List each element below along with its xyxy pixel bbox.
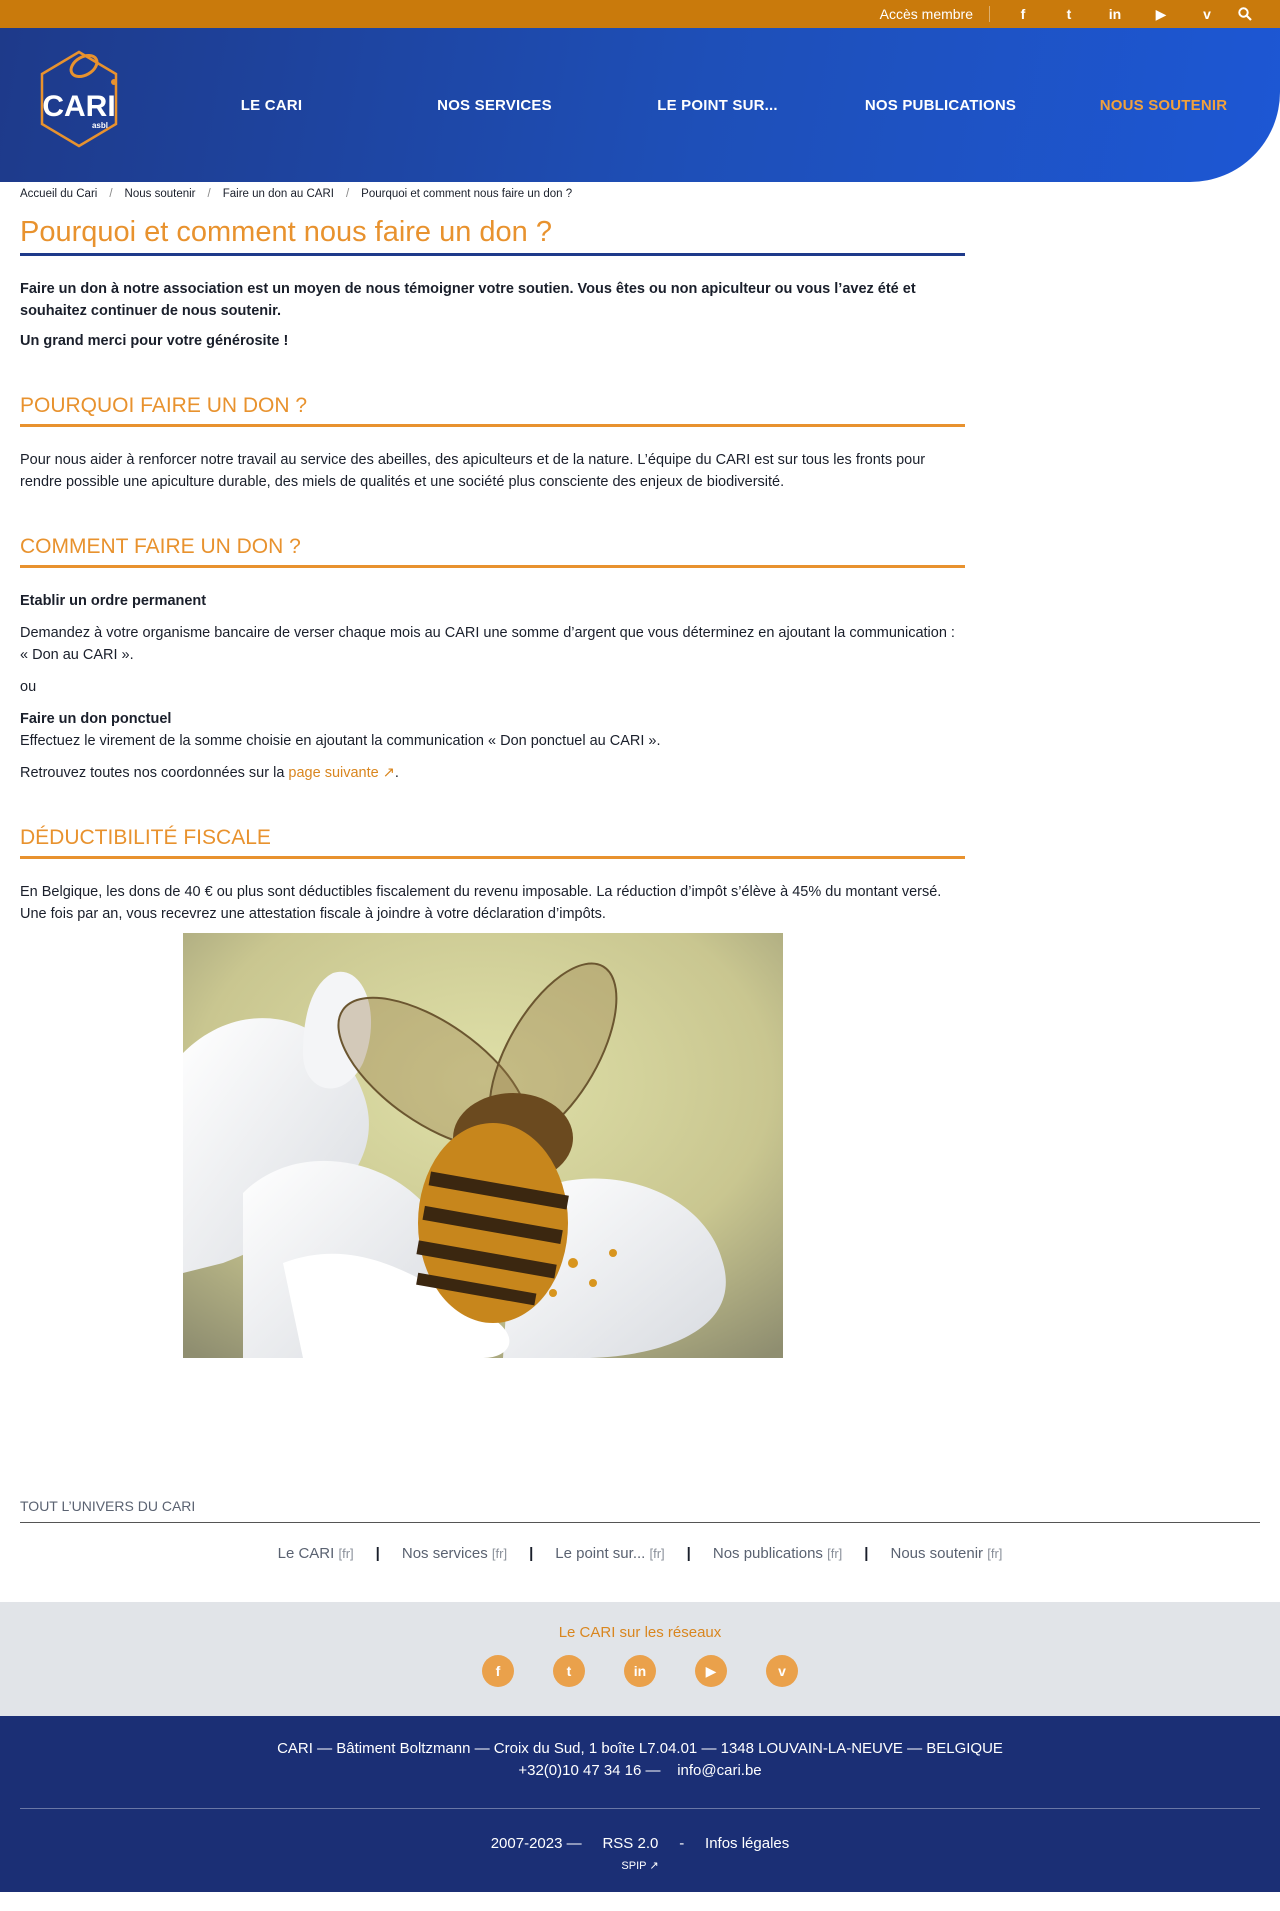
footer-link-nous-soutenir[interactable]: Nous soutenir [fr]: [890, 1545, 1003, 1562]
section-heading-comment: COMMENT FAIRE UN DON ?: [20, 535, 965, 568]
breadcrumb-separator: /: [345, 188, 350, 200]
main-nav: [160, 28, 1275, 182]
nav-le-cari[interactable]: LE CARI: [240, 96, 303, 114]
footer-nav-separator: |: [529, 1545, 534, 1562]
vimeo-icon[interactable]: v: [1203, 6, 1211, 22]
breadcrumb-separator: /: [207, 188, 211, 200]
ordre-text: Demandez à votre organisme bancaire de verser chaque mois au CARI une somme d’argent que vous déterminez en ajoutant la communication : « Don au CARI ».: [20, 625, 955, 663]
footer-link-nos-publications[interactable]: Nos publications [fr]: [712, 1545, 843, 1562]
breadcrumb-separator: /: [109, 188, 113, 200]
ou-text: ou: [20, 679, 37, 695]
breadcrumb-nous-soutenir[interactable]: Nous soutenir: [124, 188, 196, 200]
ponctuel-title: Faire un don ponctuel: [20, 711, 172, 727]
facebook-icon[interactable]: f: [1020, 6, 1026, 22]
footer-link-le-point-sur[interactable]: Le point sur... [fr]: [555, 1545, 665, 1562]
spip-link[interactable]: SPIP ↗: [621, 1860, 659, 1872]
fiscal-text: En Belgique, les dons de 40 € ou plus sont déductibles fiscalement du revenu imposable. La réduction d’impôt s’élève à 45% du montant versé. Une fois par an, vous recevrez une attestation fiscale à joindre à votre déclaration d’impôts.: [20, 884, 942, 922]
twitter-icon[interactable]: t: [553, 1655, 585, 1687]
footer-link-nos-services[interactable]: Nos services [fr]: [401, 1545, 508, 1562]
social-networks: [0, 1602, 1280, 1716]
breadcrumb-faire-un-don[interactable]: Faire un don au CARI: [222, 188, 334, 200]
logo-subtext: asbl: [91, 121, 109, 130]
footer-nav: [0, 1523, 1280, 1602]
youtube-icon[interactable]: ▶: [1155, 5, 1167, 22]
search-icon[interactable]: [1230, 7, 1260, 21]
univers-title: TOUT L’UNIVERS DU CARI: [20, 1498, 1260, 1523]
footer-nav-separator: |: [686, 1545, 691, 1562]
nav-nos-services[interactable]: NOS SERVICES: [437, 96, 552, 114]
footer-years: 2007-2023 —: [490, 1835, 582, 1852]
page-title: Pourquoi et comment nous faire un don ?: [20, 216, 965, 256]
intro: [20, 278, 965, 352]
footer-divider: [20, 1808, 1260, 1809]
ordre-title: Etablir un ordre permanent: [20, 593, 207, 609]
footer-email-link[interactable]: info@cari.be: [677, 1762, 762, 1779]
member-access-link[interactable]: Accès membre: [880, 6, 990, 22]
twitter-icon[interactable]: t: [1066, 6, 1072, 22]
breadcrumb-home[interactable]: Accueil du Cari: [20, 188, 98, 200]
rss-link[interactable]: RSS 2.0: [602, 1835, 659, 1852]
site-footer: [0, 1716, 1280, 1892]
footer-address: CARI — Bâtiment Boltzmann — Croix du Sud, 1 boîte L7.04.01 — 1348 LOUVAIN-LA-NEUVE — BELGIQUE: [277, 1740, 1003, 1757]
footer-link-le-cari[interactable]: Le CARI [fr]: [277, 1545, 354, 1562]
logo-text: CARI: [42, 90, 116, 123]
bee-photo: [183, 933, 783, 1358]
linkedin-icon[interactable]: in: [624, 1655, 656, 1687]
vimeo-icon[interactable]: v: [766, 1655, 798, 1687]
intro-thanks: Un grand merci pour votre générosite !: [20, 333, 289, 349]
networks-title: Le CARI sur les réseaux: [558, 1624, 722, 1641]
top-bar: [0, 0, 1280, 28]
cari-logo[interactable]: [36, 44, 122, 154]
legal-link[interactable]: Infos légales: [705, 1835, 790, 1852]
breadcrumb-current: Pourquoi et comment nous faire un don ?: [361, 188, 573, 200]
ponctuel-text: Effectuez le virement de la somme choisie en ajoutant la communication « Don ponctuel au CARI ».: [20, 733, 661, 749]
section-heading-pourquoi: POURQUOI FAIRE UN DON ?: [20, 394, 965, 427]
pourquoi-text: Pour nous aider à renforcer notre travail au service des abeilles, des apiculteurs et de la nature. L’équipe du CARI est sur tous les fronts pour rendre possible une apiculture durable, des miels de qualités et une société plus consciente des enjeux de biodiversité.: [20, 452, 926, 490]
main-content: [20, 216, 965, 1358]
youtube-icon[interactable]: ▶: [695, 1655, 727, 1687]
footer-phone: +32(0)10 47 34 16 —: [518, 1762, 661, 1779]
site-header: [0, 28, 1280, 182]
facebook-icon[interactable]: f: [482, 1655, 514, 1687]
page-suivante-link[interactable]: page suivante ↗: [288, 765, 395, 781]
nav-nos-publications[interactable]: NOS PUBLICATIONS: [864, 96, 1017, 114]
footer-nav-separator: |: [864, 1545, 869, 1562]
footer-nav-separator: |: [375, 1545, 380, 1562]
section-heading-fiscal: DÉDUCTIBILITÉ FISCALE: [20, 826, 965, 859]
linkedin-icon[interactable]: in: [1108, 6, 1122, 22]
intro-text: Faire un don à notre association est un moyen de nous témoigner votre soutien. Vous êtes ou non apiculteur ou vous l’avez été et souhaitez continuer de nous soutenir.: [20, 281, 916, 319]
breadcrumb: [0, 182, 1280, 200]
coord-suffix: .: [394, 765, 399, 781]
nav-nous-soutenir[interactable]: NOUS SOUTENIR: [1099, 96, 1228, 114]
footer-dash: -: [679, 1835, 685, 1852]
coord-prefix: Retrouvez toutes nos coordonnées sur la: [20, 765, 289, 781]
nav-le-point-sur[interactable]: LE POINT SUR...: [657, 96, 778, 114]
